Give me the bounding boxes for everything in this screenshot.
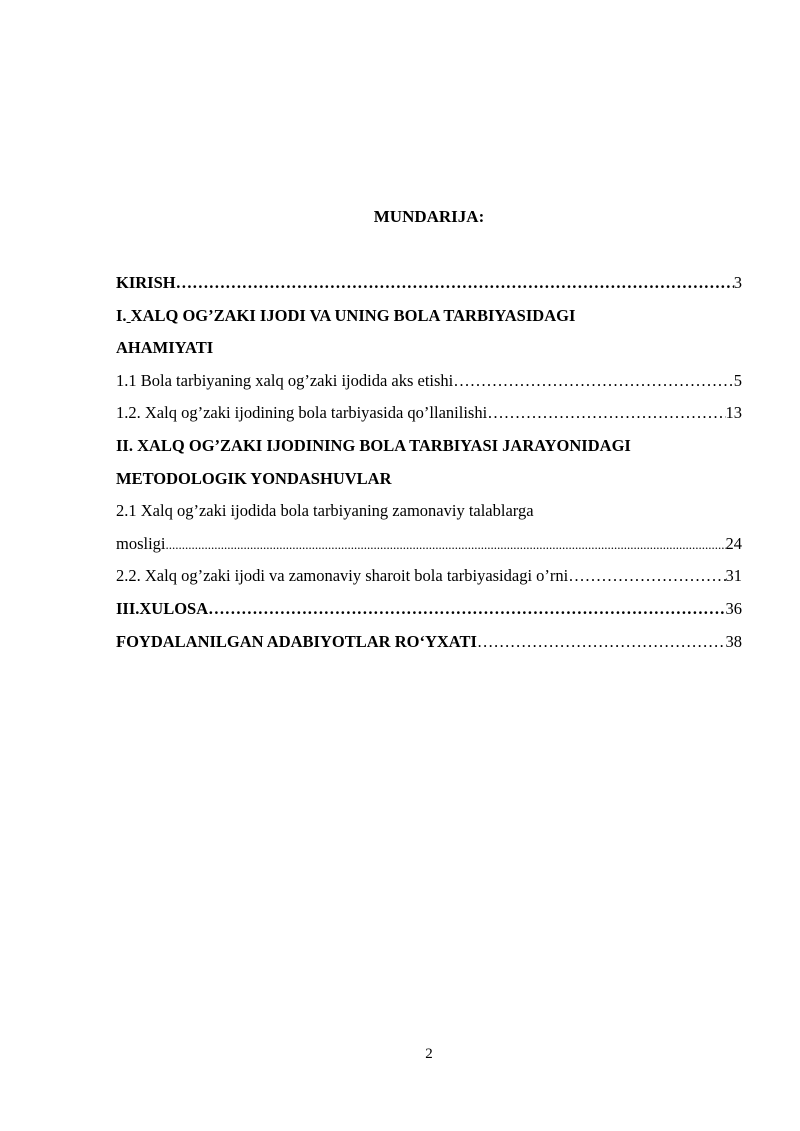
toc-entry-text: mosligi: [116, 533, 166, 553]
toc-entry-text: METODOLOGIK YONDASHUVLAR: [116, 468, 392, 488]
toc-entry-number: I.: [116, 305, 127, 325]
page-number: 2: [425, 1046, 433, 1062]
toc-entry-text: XALQ OG’ZAKI IJODI VA UNING BOLA TARBIYASIDAGI: [130, 305, 576, 325]
toc-entry-page: 36: [725, 598, 742, 618]
toc-entry-xulosa: [116, 597, 742, 630]
toc-entry-page: 3: [733, 273, 742, 292]
table-of-contents: [116, 271, 742, 662]
toc-entry-2-1-line2: [116, 532, 742, 565]
toc-entry-text: II. XALQ OG’ZAKI IJODINING BOLA TARBIYASI JARAYONIDAGI: [116, 435, 631, 455]
toc-entry-chapter-1-line2: [116, 336, 742, 369]
toc-entry-page: 38: [725, 631, 742, 651]
toc-entry-text: AHAMIYATI: [116, 338, 214, 358]
toc-entry-text: 1.1 Bola tarbiyaning xalq og’zaki ijodida aks etishi: [116, 370, 454, 390]
toc-leader-dots: [176, 271, 734, 295]
toc-entry-page: 31: [725, 566, 742, 586]
toc-leader-dots: [166, 532, 726, 557]
toc-entry-page: 13: [725, 403, 742, 423]
toc-entry-page: 5: [733, 370, 742, 390]
toc-entry-text: 1.2. Xalq og’zaki ijodining bola tarbiyasida qo’llanilishi: [116, 403, 488, 423]
toc-entry-text: KIRISH: [116, 273, 176, 292]
toc-entry-chapter-2-line2: [116, 467, 742, 500]
toc-leader-dots: [453, 369, 733, 393]
toc-leader-dots: [568, 564, 725, 588]
toc-entry-chapter-1-line1: [116, 304, 742, 337]
toc-entry-2-2: [116, 564, 742, 597]
toc-entry-text: 2.1 Xalq og’zaki ijodida bola tarbiyaning zamonaviy talablarga: [116, 501, 534, 521]
toc-entry-text: 2.2. Xalq og’zaki ijodi va zamonaviy sharoit bola tarbiyasidagi o’rni: [116, 566, 569, 586]
toc-entry-text: III.XULOSA: [116, 598, 209, 618]
toc-entry-adabiyotlar: [116, 630, 742, 663]
toc-leader-dots: [208, 597, 725, 621]
toc-leader-dots: [487, 401, 725, 425]
toc-entry-1-1: [116, 369, 742, 402]
toc-title: MUNDARIJA:: [373, 207, 485, 226]
toc-entry-text: FOYDALANILGAN ADABIYOTLAR RO‘YXATI: [116, 631, 477, 651]
toc-entry-chapter-2-line1: [116, 434, 742, 467]
toc-entry-page: 24: [725, 533, 742, 553]
toc-entry-1-2: [116, 401, 742, 434]
toc-leader-dots: [477, 630, 726, 654]
toc-entry-2-1-line1: [116, 499, 742, 532]
toc-entry-kirish: [116, 271, 742, 304]
